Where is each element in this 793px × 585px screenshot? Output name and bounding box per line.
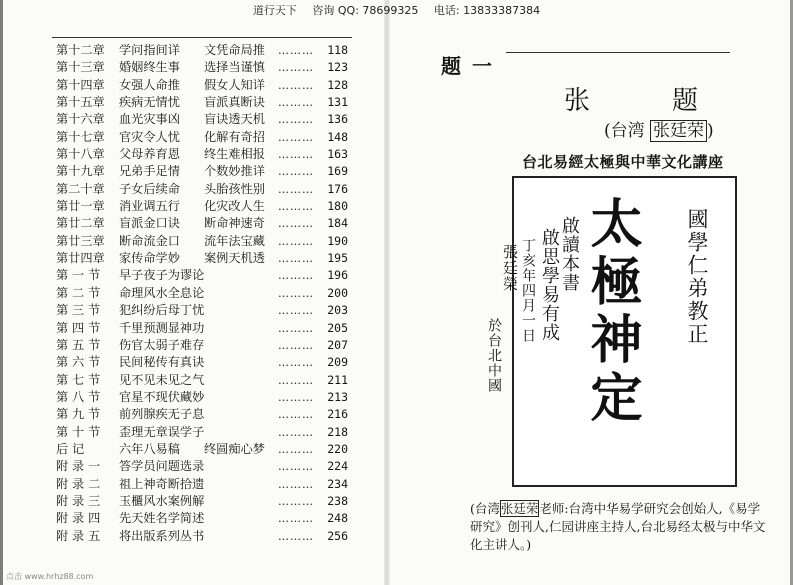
book-spine <box>384 0 390 585</box>
toc-page-number: 205 <box>327 320 348 335</box>
toc-label: 第十七章 <box>56 129 105 144</box>
toc-label: 第 二 节 <box>56 285 101 300</box>
toc-top-rule <box>52 37 352 38</box>
toc-title-a: 先天姓名学简述 <box>119 511 205 526</box>
toc-page-number: 211 <box>327 372 348 387</box>
toc-row <box>54 458 354 475</box>
toc-row <box>54 250 354 267</box>
toc-label: 附 录 三 <box>56 493 101 508</box>
toc-leader: ……… <box>278 234 314 248</box>
toc-page-number: 190 <box>327 233 348 248</box>
toc-title-a: 子女后续命 <box>119 181 180 196</box>
header-site: 道行天下 <box>252 4 297 17</box>
toc-label: 第 八 节 <box>56 389 101 404</box>
header-phone: 电话: 13833387384 <box>433 4 541 17</box>
toc-leader: ……… <box>278 200 314 214</box>
toc-leader: ……… <box>278 442 314 456</box>
toc-leader: ……… <box>278 286 314 300</box>
toc-title-a: 早子夜子为谬论 <box>119 268 205 283</box>
toc-row <box>54 528 354 545</box>
toc-title-b: 假女人知详 <box>204 77 265 92</box>
toc-page-number: 128 <box>327 77 348 92</box>
calligraphy-dedication: 國學仁弟教正 <box>685 208 709 346</box>
toc-title-a: 玉櫃风水案例解 <box>119 493 205 508</box>
toc-row <box>54 337 354 354</box>
page-edge-left <box>0 0 3 585</box>
toc-label: 附 录 一 <box>56 459 101 474</box>
toc-row <box>54 42 354 59</box>
toc-page-number: 200 <box>327 285 348 300</box>
toc-page-number: 238 <box>327 493 348 508</box>
toc-row <box>54 320 354 337</box>
toc-title-b: 化灾改人生 <box>204 199 265 214</box>
toc-title-b: 终圆痴心梦 <box>204 441 265 456</box>
toc-row <box>54 372 354 389</box>
toc-leader: ……… <box>278 494 314 508</box>
toc-row <box>54 94 354 111</box>
lecture-banner-text: 座講化文華中與極太經易北台 <box>522 153 724 171</box>
toc-page-number: 176 <box>327 181 348 196</box>
toc-row <box>54 215 354 232</box>
toc-row <box>54 493 354 510</box>
toc-label: 第二十章 <box>56 181 105 196</box>
toc-leader: ……… <box>278 373 314 387</box>
toc-leader: ……… <box>278 321 314 335</box>
toc-title-a: 盲派金口诀 <box>119 216 180 231</box>
toc-leader: ……… <box>278 217 314 231</box>
toc-label: 第 六 节 <box>56 355 101 370</box>
toc-title-b: 终生难相报 <box>204 147 265 162</box>
toc-title-a: 消业调五行 <box>119 199 180 214</box>
toc-row <box>54 441 354 458</box>
toc-leader: ……… <box>278 44 314 57</box>
toc-title-a: 将出版系列丛书 <box>119 528 205 543</box>
calligraphy-image <box>486 176 737 487</box>
toc-leader: ……… <box>278 356 314 370</box>
toc-label: 第 九 节 <box>56 407 101 422</box>
toc-page-number: 203 <box>327 303 348 318</box>
calligraphy-line-1: 啟讀本書 <box>559 216 580 292</box>
toc-row <box>54 476 354 493</box>
toc-title-a: 官灾令人忧 <box>119 129 180 144</box>
toc-page-number: 224 <box>327 459 348 474</box>
toc-row <box>54 181 354 198</box>
toc-row <box>54 267 354 284</box>
toc-row <box>54 233 354 250</box>
toc-page-number: 163 <box>327 147 348 162</box>
calligraphy-main: 太極神定 <box>581 196 642 428</box>
toc-label: 第廿四章 <box>56 251 105 266</box>
toc-label: 附 录 二 <box>56 476 101 491</box>
toc-title-a: 官星不现伏藏妙 <box>119 389 205 404</box>
toc-page-number: 123 <box>327 60 348 75</box>
watermark-corner: 点击 www.hrhz88.com <box>6 572 94 581</box>
toc-page-number: 218 <box>327 424 348 439</box>
calligraphy-date: 丁亥年四月一日 <box>520 238 536 343</box>
toc-page-number: 234 <box>327 476 348 491</box>
toc-page-number: 216 <box>327 407 348 422</box>
toc-label: 附 录 五 <box>56 528 101 543</box>
toc-label: 第十八章 <box>56 147 105 162</box>
toc-page-number: 196 <box>327 268 348 283</box>
toc-title-a: 祖上神奇断拾遗 <box>119 476 205 491</box>
toc-leader: ……… <box>278 529 314 543</box>
toc-label: 第十五章 <box>56 95 105 110</box>
toc-label: 第 三 节 <box>56 303 101 318</box>
header-qq: 咨询 QQ: 78699325 <box>312 4 419 17</box>
toc-row <box>54 77 354 94</box>
calligraphy-signature: 張廷榮 <box>501 244 519 292</box>
toc-label: 第十二章 <box>56 43 105 57</box>
toc-label: 第 七 节 <box>56 372 101 387</box>
toc-page-number: 220 <box>327 441 348 456</box>
toc-page-number: 131 <box>327 95 348 110</box>
toc-page-number: 248 <box>327 511 348 526</box>
toc-page-number: 195 <box>327 251 348 266</box>
toc-title-a: 歪理无章误学子 <box>119 424 205 439</box>
toc-page-number: 169 <box>327 164 348 179</box>
toc-leader: ……… <box>278 130 314 144</box>
inscriber-origin <box>604 116 714 141</box>
toc-row <box>54 59 354 76</box>
toc-leader: ……… <box>278 113 314 127</box>
toc-leader: ……… <box>278 477 314 491</box>
toc-leader: ……… <box>278 61 314 75</box>
toc-title-b: 选择当谨慎 <box>204 60 265 75</box>
table-of-contents <box>54 42 354 545</box>
toc-label: 第廿二章 <box>56 216 105 231</box>
toc-page-number: 207 <box>327 337 348 352</box>
toc-title-a: 答学员问题选录 <box>119 459 205 474</box>
toc-row <box>54 198 354 215</box>
toc-leader: ……… <box>278 78 314 92</box>
toc-row <box>54 146 354 163</box>
toc-leader: ……… <box>278 182 314 196</box>
header-bar <box>0 2 793 18</box>
toc-page-number: 209 <box>327 355 348 370</box>
toc-leader: ……… <box>278 304 314 318</box>
toc-label: 第十四章 <box>56 77 105 92</box>
toc-label: 第十九章 <box>56 164 105 179</box>
toc-leader: ……… <box>278 96 314 110</box>
toc-leader: ……… <box>278 512 314 526</box>
toc-title-a: 见不见未见之气 <box>119 372 205 387</box>
toc-title-a: 疾病无情忧 <box>119 95 180 110</box>
toc-title-a: 断命流金口 <box>119 233 180 248</box>
toc-label: 第 四 节 <box>56 320 101 335</box>
toc-row <box>54 302 354 319</box>
toc-title-a: 伤官太弱子难存 <box>119 337 205 352</box>
toc-title-a: 父母养育恩 <box>119 147 180 162</box>
toc-title-b: 断命神速奇 <box>204 216 265 231</box>
toc-title-b: 个数妙推详 <box>204 164 265 179</box>
toc-row <box>54 163 354 180</box>
toc-label: 第 五 节 <box>56 337 101 352</box>
origin-post: ) <box>707 121 714 141</box>
toc-row <box>54 424 354 441</box>
toc-leader: ……… <box>278 408 314 422</box>
caption-pre: (台湾 <box>470 501 500 516</box>
toc-title-a: 家传命学妙 <box>119 251 180 266</box>
toc-title-b: 盲诀透天机 <box>204 112 265 127</box>
toc-row <box>54 354 354 371</box>
toc-title-b: 化解有奇招 <box>204 129 265 144</box>
inscriber-caption <box>470 500 770 554</box>
toc-title-a: 血光灾事凶 <box>119 112 180 127</box>
inscriber-surname: 张 <box>564 86 591 116</box>
toc-label: 附 录 四 <box>56 511 101 526</box>
calligraphy-line-2: 啟思學易有成 <box>539 228 560 342</box>
toc-title-a: 女强人命推 <box>119 77 180 92</box>
toc-page-number: 136 <box>327 112 348 127</box>
toc-label: 第廿一章 <box>56 199 105 214</box>
toc-leader: ……… <box>278 252 314 266</box>
toc-page-number: 213 <box>327 389 348 404</box>
inscription-word: 题 <box>672 86 699 116</box>
toc-title-b: 流年法宝藏 <box>204 233 265 248</box>
toc-title-a: 命理风水全息论 <box>119 285 205 300</box>
toc-title-a: 婚姻终生事 <box>119 60 180 75</box>
toc-row <box>54 129 354 146</box>
toc-leader: ……… <box>278 460 314 474</box>
toc-title-b: 盲派真断诀 <box>204 95 265 110</box>
toc-label: 第十三章 <box>56 60 105 75</box>
toc-title-a: 六年八易稿 <box>119 441 180 456</box>
toc-row <box>54 510 354 527</box>
toc-row <box>54 406 354 423</box>
toc-leader: ……… <box>278 269 314 283</box>
toc-title-b: 文凭命局推 <box>204 43 265 57</box>
toc-title-b: 头胎孩性别 <box>204 181 265 196</box>
toc-row <box>54 111 354 128</box>
toc-row <box>54 389 354 406</box>
inscription-title-label: 题 一 <box>441 54 494 78</box>
toc-title-a: 前列腺疾无子息 <box>119 407 205 422</box>
toc-label: 第 十 节 <box>56 424 101 439</box>
toc-label: 第 一 节 <box>56 268 101 283</box>
caption-rest: 老师:台湾中华易学研究会创始人,《易学研究》创刊人,仁园讲座主持人,台北易经太极与中华文化主讲人。) <box>470 501 766 552</box>
toc-title-a: 犯纠纷后母丁忧 <box>119 303 205 318</box>
toc-label: 第十六章 <box>56 112 105 127</box>
toc-label: 后 记 <box>56 441 85 456</box>
toc-title-b: 案例天机透 <box>204 251 265 266</box>
toc-leader: ……… <box>278 390 314 404</box>
toc-title-a: 兄弟手足情 <box>119 164 180 179</box>
toc-title-a: 千里预测显神功 <box>119 320 205 335</box>
title-rule <box>506 52 730 53</box>
toc-leader: ……… <box>278 165 314 179</box>
origin-pre: (台湾 <box>604 121 645 141</box>
toc-page-number: 148 <box>327 129 348 144</box>
caption-name: 张廷荣 <box>500 501 539 516</box>
toc-title-a: 学问指间详 <box>119 43 180 57</box>
origin-name: 张廷荣 <box>650 120 707 142</box>
toc-leader: ……… <box>278 425 314 439</box>
toc-page-number: 184 <box>327 216 348 231</box>
toc-page-number: 256 <box>327 528 348 543</box>
lecture-banner <box>522 151 724 172</box>
toc-page-number: 118 <box>327 43 348 57</box>
toc-label: 第廿三章 <box>56 233 105 248</box>
calligraphy-place: 於台北中國 <box>486 318 502 393</box>
toc-leader: ……… <box>278 338 314 352</box>
toc-row <box>54 285 354 302</box>
toc-title-a: 民间秘传有真诀 <box>119 355 205 370</box>
toc-leader: ……… <box>278 148 314 162</box>
toc-page-number: 180 <box>327 199 348 214</box>
